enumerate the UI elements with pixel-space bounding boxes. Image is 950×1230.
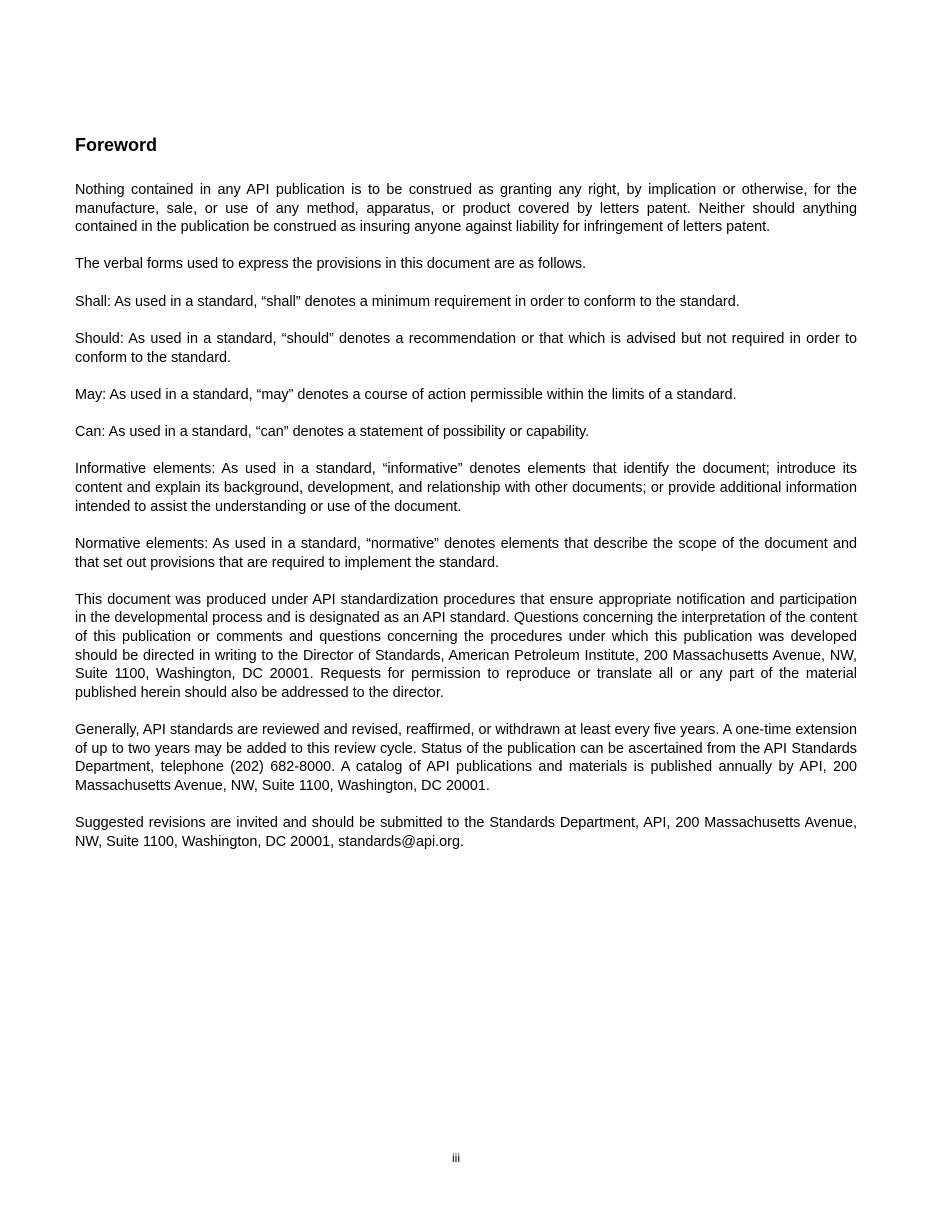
paragraph-should-definition: Should: As used in a standard, “should” denotes a recommendation or that which is advised but not required in order to conform to the standard. <box>75 331 857 366</box>
paragraph-standardization-procedures: This document was produced under API standardization procedures that ensure appropriate notification and participation in the developmental process and is designated as an API standard. Questions concerning the interpretation of the content of this publication or comments and questions concerning the procedures under which this publication was developed should be directed in writing to the Director of Standards, American Petroleum Institute, 200 Massachusetts Avenue, NW, Suite 1100, Washington, DC 20001. Requests for permission to reproduce or translate all or any part of the material published herein should also be addressed to the director. <box>75 591 857 701</box>
paragraph-shall-definition: Shall: As used in a standard, “shall” denotes a minimum requirement in order to conform to the standard. <box>75 293 740 310</box>
paragraph-can-definition: Can: As used in a standard, “can” denotes a statement of possibility or capability. <box>75 424 590 441</box>
paragraph-informative-elements: Informative elements: As used in a standard, “informative” denotes elements that identify the document; introduce its content and explain its background, development, and relationship with other documents; or provide additional information intended to assist the understanding or use of the document. <box>75 461 857 515</box>
page-title: Foreword <box>75 135 158 155</box>
foreword-section <box>75 134 857 870</box>
paragraph-may-definition: May: As used in a standard, “may” denotes a course of action permissible within the limits of a standard. <box>75 386 737 403</box>
paragraph-normative-elements: Normative elements: As used in a standard, “normative” denotes elements that describe the scope of the document and that set out provisions that are required to implement the standard. <box>75 535 857 571</box>
paragraph-verbal-forms-intro: The verbal forms used to express the provisions in this document are as follows. <box>75 256 587 273</box>
paragraph-suggested-revisions: Suggested revisions are invited and should be submitted to the Standards Department, API, 200 Massachusetts Avenue, NW, Suite 1100, Washington, DC 20001, standards@api.org. <box>75 815 857 850</box>
paragraph-patent-disclaimer: Nothing contained in any API publication is to be construed as granting any right, by implication or otherwise, for the manufacture, sale, or use of any method, apparatus, or product covered by letters patent. Neither should anything contained in the publication be construed as insuring anyone against liability for infringement of letters patent. <box>75 182 857 236</box>
page-number: iii <box>452 1151 460 1165</box>
paragraph-review-cycle: Generally, API standards are reviewed and revised, reaffirmed, or withdrawn at least every five years. A one-time extension of up to two years may be added to this review cycle. Status of the publication can be ascertained from the API Standards Department, telephone (202) 682-8000. A catalog of API publications and materials is published annually by API, 200 Massachusetts Avenue, NW, Suite 1100, Washington, DC 20001. <box>75 722 857 794</box>
